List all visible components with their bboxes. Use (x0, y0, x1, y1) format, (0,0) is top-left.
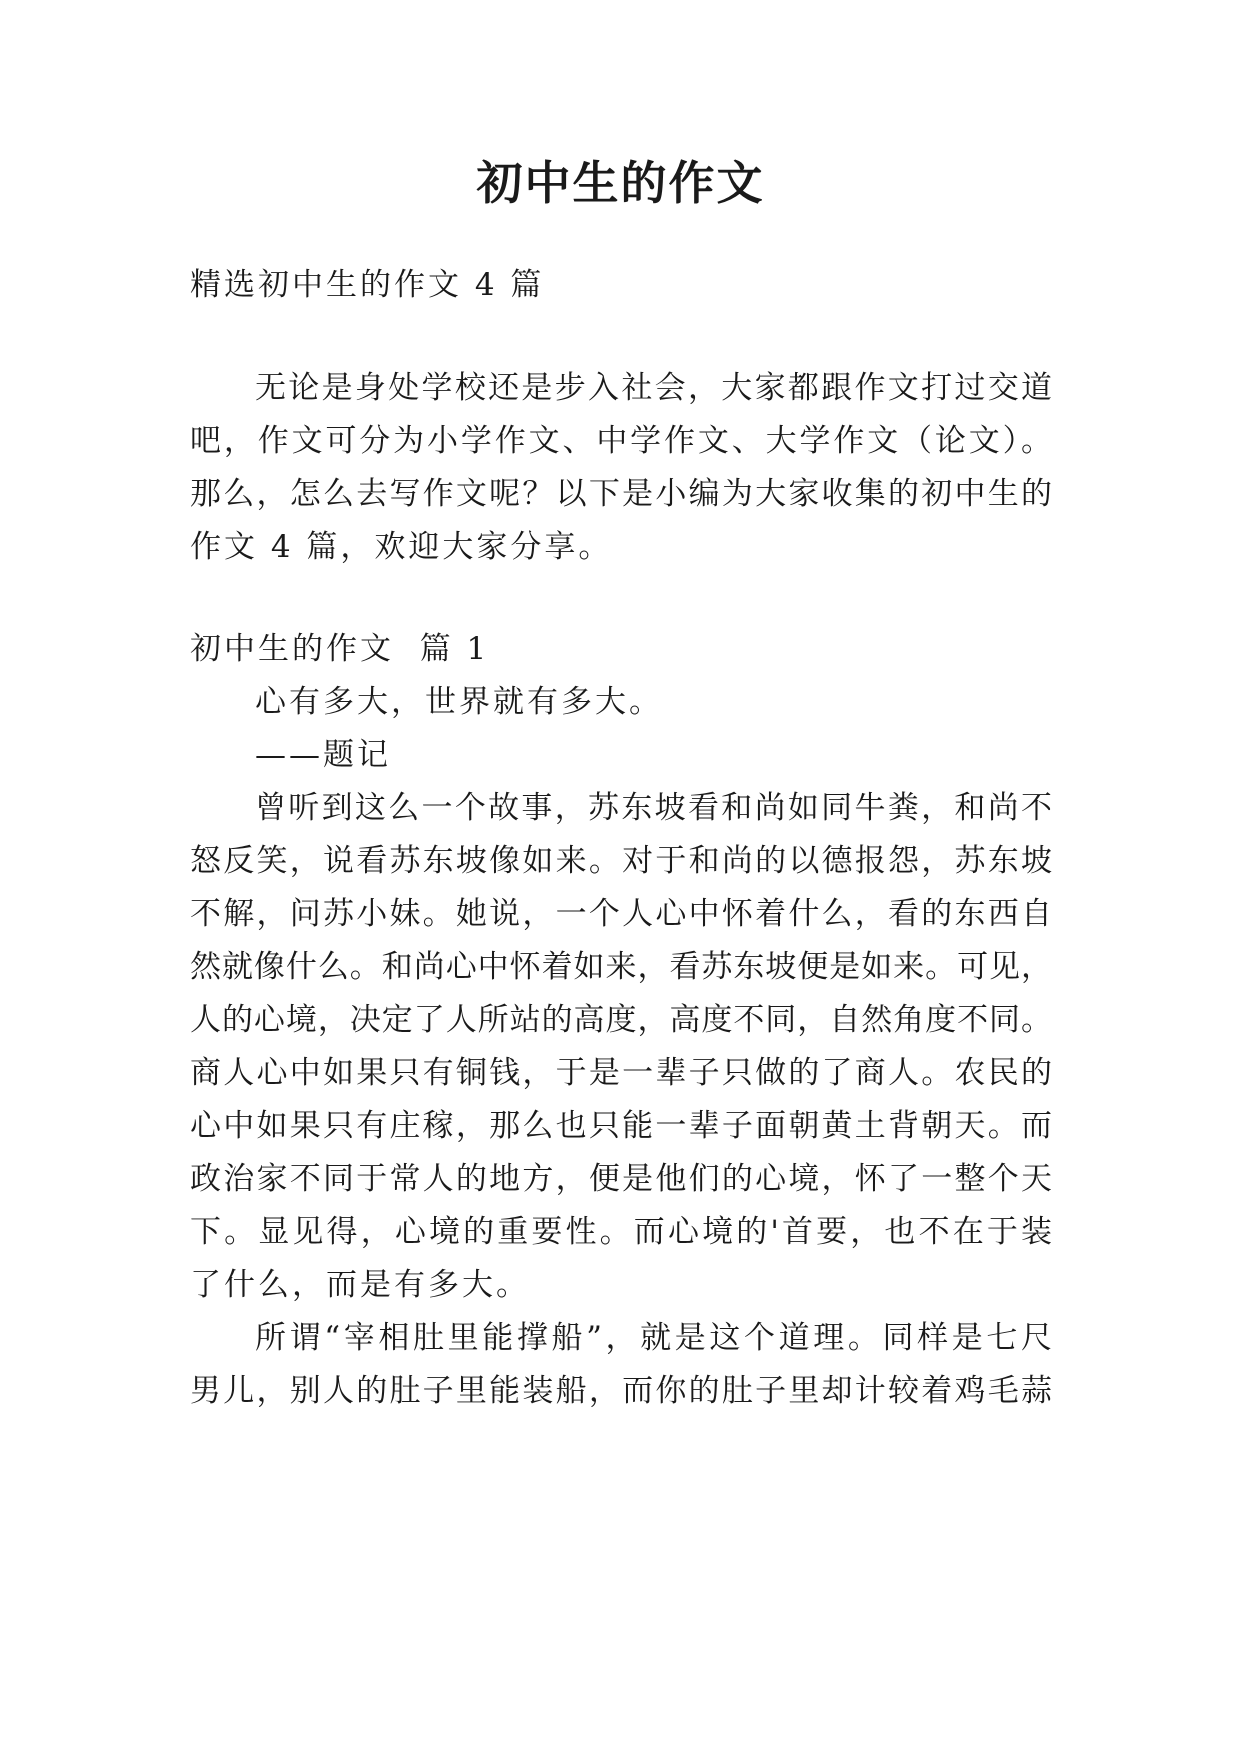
intro-line: 作文 4 篇，欢迎大家分享。 (190, 529, 613, 565)
epigraph-source: ——题记 (255, 737, 391, 773)
paragraph-line: 人的心境，决定了人所站的高度，高度不同，自然角度不同。 (190, 1002, 1052, 1038)
intro-line: 无论是身处学校还是步入社会，大家都跟作文打过交道 (255, 370, 1052, 406)
intro-line: 吧，作文可分为小学作文、中学作文、大学作文（论文）。 (190, 423, 1052, 459)
paragraph-line: 所谓“宰相肚里能撑船”，就是这个道理。同样是七尺 (255, 1320, 1052, 1356)
paragraph-line: 不解，问苏小妹。她说，一个人心中怀着什么，看的东西自 (190, 896, 1052, 932)
document-subtitle: 精选初中生的作文 4 篇 (190, 267, 545, 303)
paragraph-line: 男儿，别人的肚子里能装船，而你的肚子里却计较着鸡毛蒜 (190, 1373, 1052, 1409)
paragraph-line: 怒反笑，说看苏东坡像如来。对于和尚的以德报怨，苏东坡 (190, 843, 1052, 879)
paragraph-line: 心中如果只有庄稼，那么也只能一辈子面朝黄土背朝天。而 (190, 1108, 1052, 1144)
intro-line: 那么，怎么去写作文呢？以下是小编为大家收集的初中生的 (190, 476, 1052, 512)
paragraph-line: 曾听到这么一个故事，苏东坡看和尚如同牛粪，和尚不 (255, 790, 1052, 826)
section-heading: 初中生的作文 篇 1 (190, 631, 490, 667)
paragraph-line: 了什么，而是有多大。 (190, 1267, 530, 1303)
paragraph-line: 政治家不同于常人的地方，便是他们的心境，怀了一整个天 (190, 1161, 1052, 1197)
paragraph-line: 然就像什么。和尚心中怀着如来，看苏东坡便是如来。可见， (190, 949, 1052, 985)
epigraph: 心有多大，世界就有多大。 (255, 684, 663, 720)
paragraph-line: 商人心中如果只有铜钱，于是一辈子只做的了商人。农民的 (190, 1055, 1052, 1091)
paragraph-line: 下。显见得，心境的重要性。而心境的'首要，也不在于装 (190, 1214, 1052, 1250)
document-title: 初中生的作文 (476, 156, 765, 210)
